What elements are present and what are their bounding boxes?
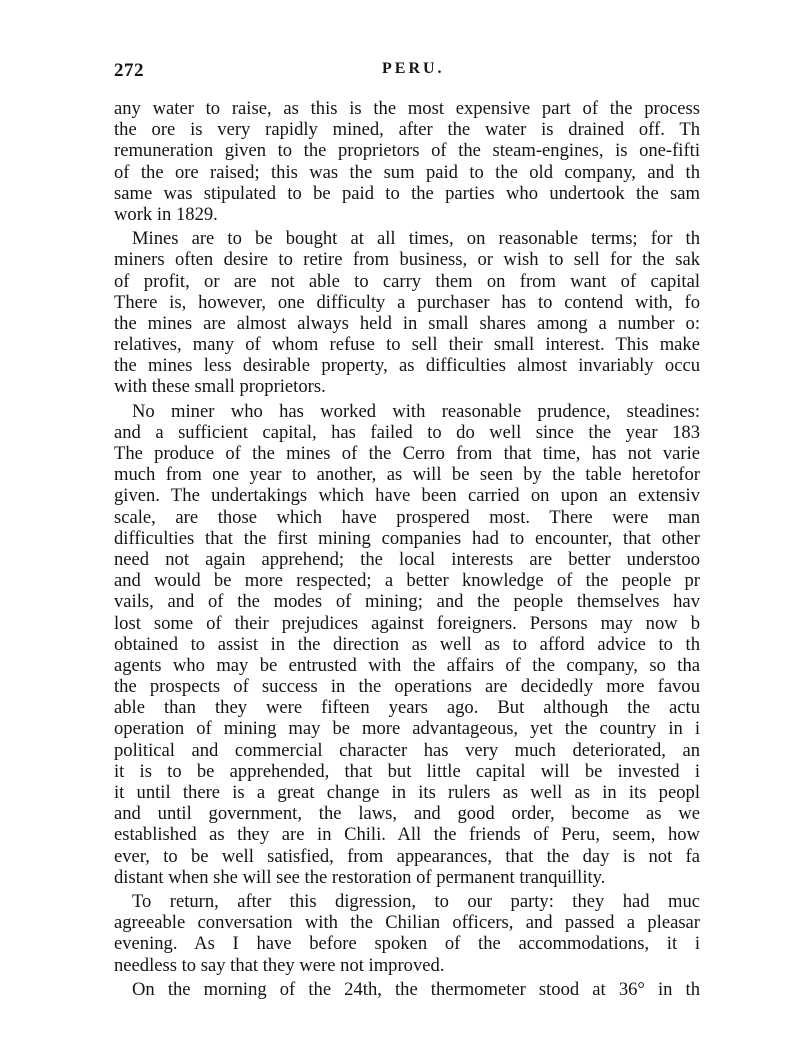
text-line: Mines are to be bought at all times, on reasonable terms; for th	[132, 228, 700, 250]
text-line: of profit, or are not able to carry them on from want of capital	[114, 270, 700, 292]
text-line: same was stipulated to be paid to the parties who undertook the sam	[114, 182, 700, 204]
text-line: scale, are those which have prospered most. There were man	[114, 506, 700, 528]
text-line: agents who may be entrusted with the affairs of the company, so tha	[114, 654, 700, 676]
text-line: The produce of the mines of the Cerro from that time, has not varie	[114, 443, 700, 464]
text-line: vails, and of the modes of mining; and the people themselves hav	[114, 591, 700, 613]
text-line: political and commercial character has very much deteriorated, an	[114, 739, 700, 761]
text-line: work in 1829.	[114, 203, 218, 225]
text-line: relatives, many of whom refuse to sell their small interest. This make	[114, 334, 700, 356]
paragraph	[114, 401, 700, 888]
text-line: lost some of their prejudices against foreigners. Persons may now b	[114, 612, 700, 634]
text-line: There is, however, one difficulty a purchaser has to contend with, fo	[114, 291, 700, 313]
text-line: given. The undertakings which have been carried on upon an extensiv	[114, 485, 700, 507]
paragraph	[114, 979, 700, 1000]
body-text	[114, 98, 700, 1000]
text-line: evening. As I have before spoken of the accommodations, it i	[114, 933, 700, 955]
text-line: the mines are almost always held in small shares among a number o:	[114, 312, 700, 334]
text-line: To return, after this digression, to our party: they had muc	[132, 890, 700, 912]
paragraph	[114, 891, 700, 976]
text-line: On the morning of the 24th, the thermometer stood at 36° in th	[132, 978, 700, 1000]
text-line: ever, to be well satisfied, from appearances, that the day is not fa	[114, 845, 700, 867]
text-line: remuneration given to the proprietors of the steam-engines, is one-fifti	[114, 140, 700, 162]
text-line: needless to say that they were not improved.	[114, 954, 445, 976]
text-line: with these small proprietors.	[114, 376, 326, 398]
text-line: obtained to assist in the direction as well as to afford advice to th	[114, 633, 700, 655]
paragraph	[114, 98, 700, 225]
running-head: PERU.	[382, 60, 445, 77]
text-line: it is to be apprehended, that but little capital will be invested i	[114, 760, 700, 782]
text-line: and a sufficient capital, has failed to do well since the year 183	[114, 421, 700, 443]
paragraph	[114, 228, 700, 398]
text-line: and until government, the laws, and good order, become as we	[114, 803, 700, 825]
text-line: the mines less desirable property, as difficulties almost invariably occu	[114, 355, 700, 377]
text-line: distant when she will see the restoration of permanent tranquillity.	[114, 866, 606, 888]
text-line: miners often desire to retire from business, or wish to sell for the sak	[114, 249, 700, 271]
page-number: 272	[114, 60, 144, 81]
text-line: the ore is very rapidly mined, after the water is drained off. Th	[114, 119, 700, 141]
text-line: it until there is a great change in its rulers as well as in its peopl	[114, 782, 700, 803]
text-line: need not again apprehend; the local interests are better understoo	[114, 548, 700, 570]
text-line: No miner who has worked with reasonable prudence, steadines:	[132, 400, 700, 422]
text-line: of the ore raised; this was the sum paid to the old company, and th	[114, 161, 700, 183]
text-line: operation of mining may be more advantageous, yet the country in i	[114, 718, 700, 740]
text-line: and would be more respected; a better knowledge of the people pr	[114, 570, 700, 592]
text-line: difficulties that the first mining companies had to encounter, that other	[114, 527, 700, 549]
text-line: agreeable conversation with the Chilian officers, and passed a pleasar	[114, 912, 700, 934]
page-header	[114, 60, 714, 84]
text-line: the prospects of success in the operations are decidedly more favou	[114, 676, 700, 698]
text-line: any water to raise, as this is the most expensive part of the process	[114, 98, 700, 119]
text-line: able than they were fifteen years ago. But although the actu	[114, 697, 700, 719]
text-line: established as they are in Chili. All the friends of Peru, seem, how	[114, 824, 700, 846]
text-line: much from one year to another, as will be seen by the table heretofor	[114, 464, 700, 486]
